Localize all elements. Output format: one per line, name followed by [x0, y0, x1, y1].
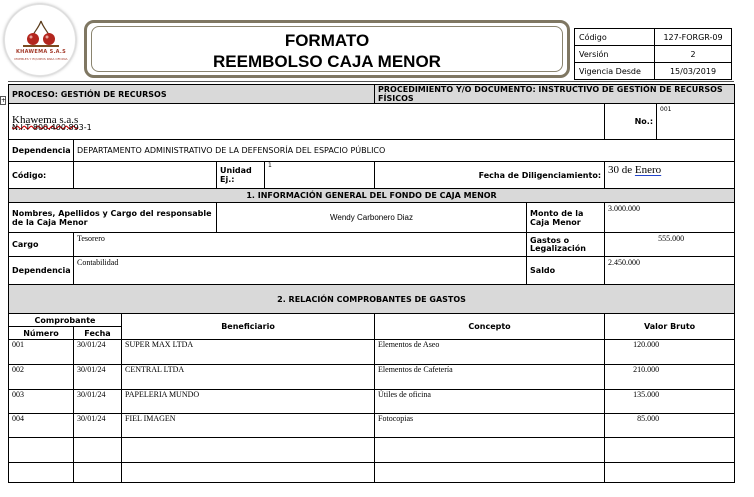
saldo-value[interactable]: 2.450.000: [605, 257, 735, 285]
codigo-field-label: Código:: [9, 162, 74, 189]
row-valor[interactable]: 135.000: [605, 390, 735, 414]
table-row: [9, 414, 735, 438]
empty-cell[interactable]: [605, 438, 735, 463]
fecha-day: 30 de: [608, 164, 633, 176]
table-row-empty: [9, 463, 735, 483]
version-value: 2: [655, 46, 732, 63]
table-row: [9, 365, 735, 390]
row-numero[interactable]: 004: [9, 414, 74, 438]
cargo-value[interactable]: Tesorero: [74, 233, 527, 257]
comprobante-header: Comprobante: [9, 314, 122, 327]
logo-brand-text: KHAWEMA S.A.S: [15, 49, 67, 55]
gastos-value[interactable]: 555.000: [605, 233, 735, 257]
monto-label: Monto de la Caja Menor: [527, 203, 605, 233]
codigo-label: Código: [575, 29, 655, 46]
row-beneficiario[interactable]: PAPELERIA MUNDO: [122, 390, 375, 414]
form-title-line1: FORMATO: [284, 31, 370, 50]
fecha-label: Fecha de Diligenciamiento:: [375, 162, 605, 189]
row-fecha[interactable]: 30/01/24: [74, 365, 122, 390]
row-concepto[interactable]: Elementos de Aseo: [375, 340, 605, 365]
codigo-field-value[interactable]: [74, 162, 217, 189]
table-move-handle[interactable]: +: [1, 97, 7, 104]
gastos-label: Gastos o Legalización: [527, 233, 605, 257]
row-fecha[interactable]: 30/01/24: [74, 340, 122, 365]
dependencia-value[interactable]: DEPARTAMENTO ADMINISTRATIVO DE LA DEFENSORÍA DEL ESPACIO PÚBLICO: [74, 140, 735, 162]
table-row: [9, 340, 735, 365]
row-beneficiario[interactable]: FIEL IMAGEN: [122, 414, 375, 438]
cargo-label: Cargo: [9, 233, 74, 257]
empty-cell[interactable]: [74, 438, 122, 463]
logo-tagline: MUEBLES Y EQUIPOS PARA OFICINA: [14, 57, 68, 61]
row-beneficiario[interactable]: CENTRAL LTDA: [122, 365, 375, 390]
vigencia-value: 15/03/2019: [655, 63, 732, 80]
concepto-header: Concepto: [375, 314, 605, 340]
table-row: [9, 390, 735, 414]
reembolso-form-table: [8, 84, 735, 483]
numero-header: Número: [9, 327, 74, 340]
row-fecha[interactable]: 30/01/24: [74, 390, 122, 414]
table-row-empty: [9, 438, 735, 463]
empty-cell[interactable]: [122, 438, 375, 463]
row-valor[interactable]: 120.000: [605, 340, 735, 365]
no-label: No.:: [605, 104, 657, 140]
row-beneficiario[interactable]: SUPER MAX LTDA: [122, 340, 375, 365]
dependencia2-value[interactable]: Contabilidad: [74, 257, 527, 285]
row-concepto[interactable]: Útiles de oficina: [375, 390, 605, 414]
row-numero[interactable]: 002: [9, 365, 74, 390]
unidad-label: Unidad Ej.:: [217, 162, 265, 189]
row-concepto[interactable]: Fotocopias: [375, 414, 605, 438]
title-frame: [84, 20, 570, 78]
row-numero[interactable]: 003: [9, 390, 74, 414]
row-fecha[interactable]: 30/01/24: [74, 414, 122, 438]
row-numero[interactable]: 001: [9, 340, 74, 365]
responsable-value[interactable]: Wendy Carbonero Diaz: [217, 203, 527, 233]
company-nit: N.I.T 800.400.893-1: [12, 123, 92, 132]
empty-cell[interactable]: [375, 463, 605, 483]
document-control-box: [574, 28, 732, 80]
unidad-mark: 1: [268, 162, 272, 169]
monto-value[interactable]: 3.000.000: [605, 203, 735, 233]
valor-header: Valor Bruto: [605, 314, 735, 340]
company-logo: [4, 4, 76, 76]
row-valor[interactable]: 85.000: [605, 414, 735, 438]
vigencia-label: Vigencia Desde: [575, 63, 655, 80]
fecha-month: Enero: [634, 164, 662, 176]
empty-cell[interactable]: [74, 463, 122, 483]
empty-cell[interactable]: [9, 463, 74, 483]
version-label: Versión: [575, 46, 655, 63]
responsable-label: Nombres, Apellidos y Cargo del responsable de la Caja Menor: [9, 203, 217, 233]
section-1-header: 1. INFORMACIÓN GENERAL DEL FONDO DE CAJA MENOR: [9, 189, 735, 203]
row-valor[interactable]: 210.000: [605, 365, 735, 390]
row-concepto[interactable]: Elementos de Cafetería: [375, 365, 605, 390]
beneficiario-header: Beneficiario: [122, 314, 375, 340]
no-value[interactable]: 001: [660, 106, 672, 113]
dependencia-label: Dependencia: [9, 140, 74, 162]
fecha-header: Fecha: [74, 327, 122, 340]
empty-cell[interactable]: [122, 463, 375, 483]
fecha-value[interactable]: [605, 162, 735, 189]
form-title-line2: REEMBOLSO CAJA MENOR: [213, 52, 441, 71]
section-2-header: 2. RELACIÓN COMPROBANTES DE GASTOS: [9, 285, 735, 314]
saldo-label: Saldo: [527, 257, 605, 285]
proceso-header: PROCESO: GESTIÓN DE RECURSOS: [9, 85, 375, 104]
cherry-logo-icon: [21, 17, 61, 49]
codigo-value: 127-FORGR-09: [655, 29, 732, 46]
title-inner-frame: [91, 26, 563, 72]
dependencia2-label: Dependencia: [9, 257, 74, 285]
empty-cell[interactable]: [9, 438, 74, 463]
empty-cell[interactable]: [605, 463, 735, 483]
company-name: Khawema s.a.s: [12, 114, 79, 126]
empty-cell[interactable]: [375, 438, 605, 463]
procedimiento-header: PROCEDIMIENTO Y/O DOCUMENTO: INSTRUCTIVO DE GESTIÓN DE RECURSOS FÍSICOS: [375, 85, 735, 104]
